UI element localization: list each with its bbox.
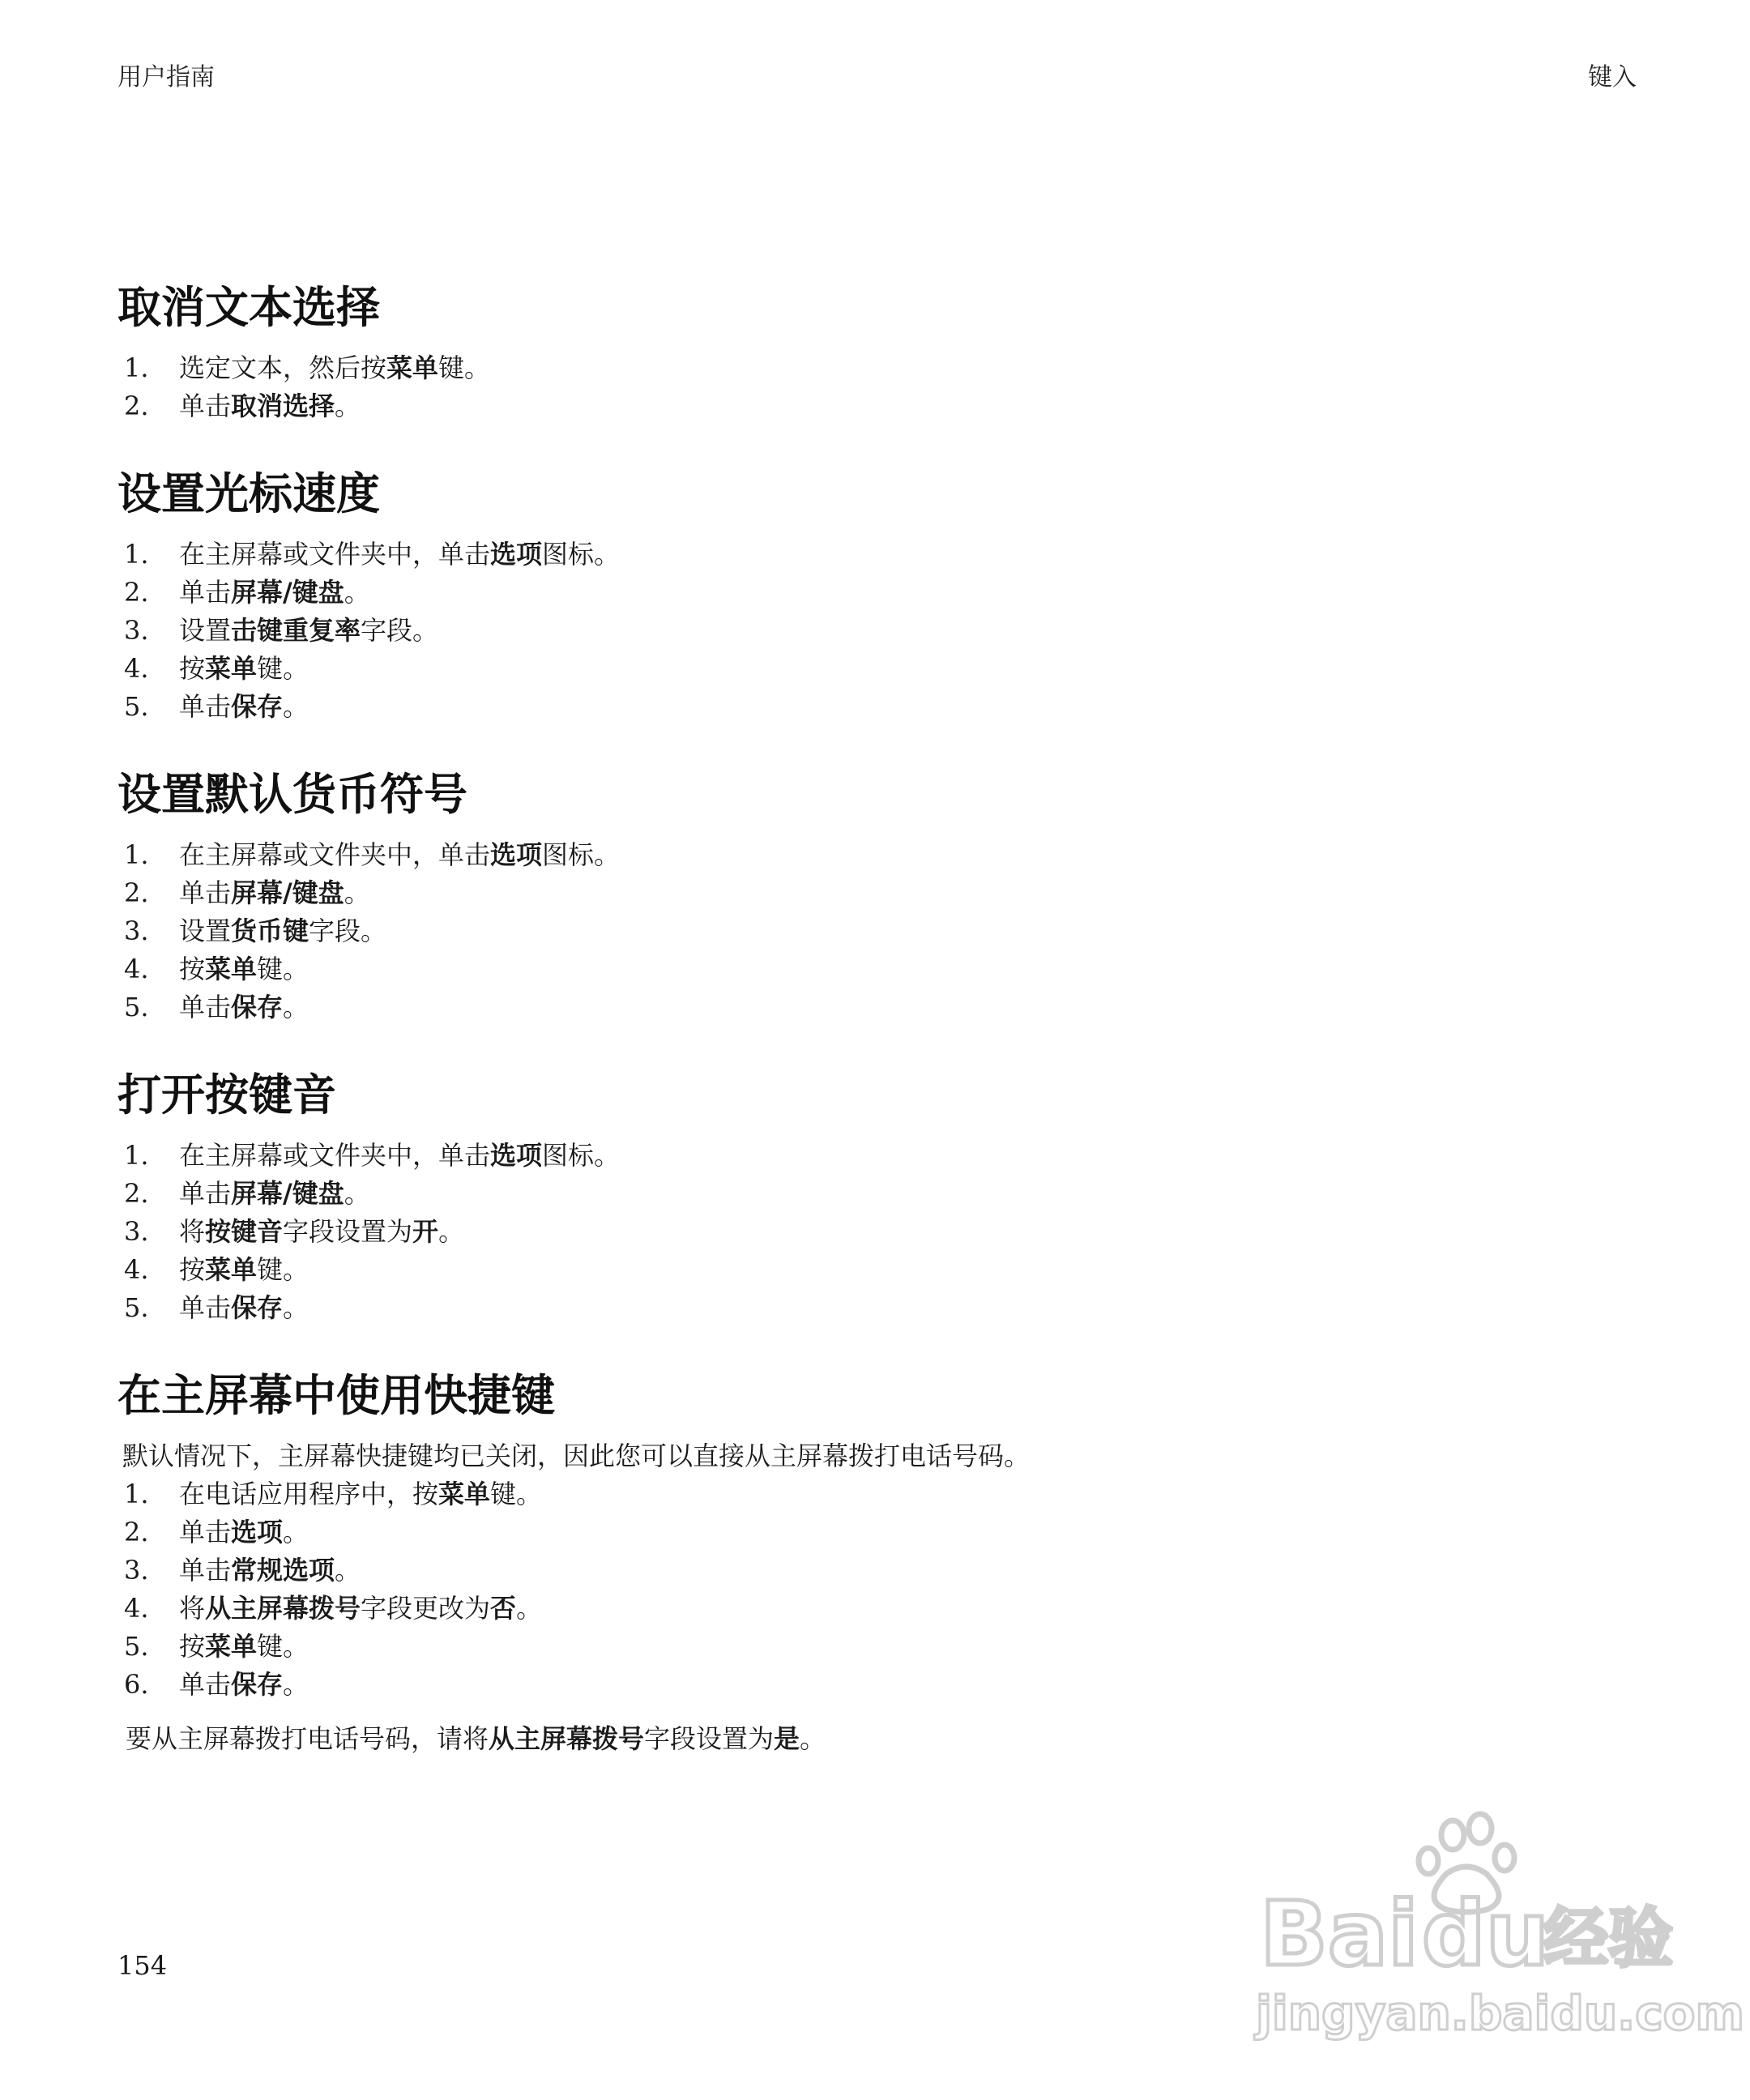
step-item — [117, 574, 1633, 612]
step-item — [117, 1513, 1633, 1552]
step-text — [179, 349, 490, 387]
step-text — [179, 988, 309, 1027]
text-run: 设置 — [179, 916, 232, 946]
text-run: 按 — [179, 653, 206, 684]
ui-term: 否 — [490, 1593, 517, 1624]
text-run: 。 — [438, 1216, 465, 1247]
step-text — [179, 1475, 542, 1513]
text-run: 键。 — [438, 352, 491, 383]
text-run: 设置 — [179, 615, 232, 646]
text-run: 。 — [516, 1593, 543, 1624]
step-number: 1. — [124, 352, 149, 383]
ui-term: 击键重复率 — [231, 615, 361, 646]
svg-text:Bai: Bai — [1260, 1882, 1419, 1986]
step-number: 1. — [124, 1140, 149, 1171]
text-run: 单击 — [179, 1555, 232, 1586]
text-run: 将 — [179, 1216, 206, 1247]
section — [117, 766, 1633, 1027]
step-item — [117, 836, 1633, 874]
step-item — [117, 874, 1633, 912]
text-run: 。 — [800, 1723, 826, 1754]
section-title: 取消文本选择 — [117, 282, 380, 333]
ui-term: 选项 — [490, 839, 543, 870]
step-number: 4. — [124, 1254, 149, 1285]
step-number: 3. — [124, 916, 149, 946]
step-number: 1. — [124, 539, 149, 570]
step-number: 1. — [124, 1479, 149, 1509]
ui-term: 货币键 — [231, 916, 309, 946]
step-list — [117, 536, 1633, 726]
step-number: 2. — [124, 1178, 149, 1209]
ui-term: 从主屏幕拨号 — [489, 1723, 645, 1754]
text-run: 单击 — [179, 992, 232, 1022]
step-number: 2. — [124, 877, 149, 908]
ui-term: 保存 — [231, 1292, 284, 1323]
ui-term: 选项 — [231, 1517, 284, 1547]
step-item — [117, 912, 1633, 950]
text-run: 单击 — [179, 1669, 232, 1700]
text-run: 在主屏幕或文件夹中，单击 — [179, 1140, 491, 1171]
step-number: 3. — [124, 615, 149, 646]
ui-term: 屏幕/键盘 — [231, 1178, 344, 1209]
step-number: 4. — [124, 653, 149, 684]
step-item — [117, 349, 1633, 387]
step-number: 6. — [124, 1669, 149, 1700]
text-run: 字段设置为 — [283, 1216, 413, 1247]
step-item — [117, 688, 1633, 726]
section-title: 设置默认货币符号 — [117, 769, 467, 820]
baidu-jingyan-watermark-logo — [1244, 1811, 1744, 2046]
step-text — [179, 950, 309, 988]
text-run: 。 — [344, 877, 370, 908]
step-number: 5. — [124, 1631, 149, 1662]
text-run: 。 — [283, 1669, 309, 1700]
step-text — [179, 874, 370, 912]
text-run: 。 — [335, 1555, 361, 1586]
ui-term: 常规选项 — [231, 1555, 335, 1586]
running-header-title: 用户指南 — [117, 63, 215, 92]
text-run: 按 — [179, 1254, 206, 1285]
svg-text:jingyan.baidu.com: jingyan.baidu.com — [1256, 1986, 1744, 2041]
text-run: 在主屏幕或文件夹中，单击 — [179, 539, 491, 570]
step-item — [117, 1289, 1633, 1327]
step-text — [179, 1137, 620, 1175]
step-list — [117, 1137, 1633, 1327]
text-run: 字段更改为 — [361, 1593, 491, 1624]
step-item — [117, 1628, 1633, 1666]
step-number: 3. — [124, 1555, 149, 1586]
section — [117, 1067, 1633, 1327]
ui-term: 屏幕/键盘 — [231, 577, 344, 608]
running-header-section: 键入 — [1588, 63, 1637, 92]
step-list — [117, 1475, 1633, 1704]
step-number: 3. — [124, 1216, 149, 1247]
step-item — [117, 612, 1633, 650]
ui-term: 按键音 — [205, 1216, 284, 1247]
text-run: 字段设置为 — [644, 1723, 775, 1754]
section-title: 设置光标速度 — [117, 468, 380, 519]
ui-term: 是 — [774, 1723, 800, 1754]
text-run: 。 — [283, 992, 309, 1022]
ui-term: 屏幕/键盘 — [231, 877, 344, 908]
step-number: 1. — [124, 839, 149, 870]
step-text — [179, 1251, 309, 1289]
ui-term: 取消选择 — [231, 391, 335, 421]
step-item — [117, 1552, 1633, 1590]
step-number: 5. — [124, 1292, 149, 1323]
section — [117, 1368, 1633, 1758]
step-number: 5. — [124, 992, 149, 1022]
text-run: 。 — [344, 577, 370, 608]
ui-term: 保存 — [231, 992, 284, 1022]
step-text — [179, 1213, 464, 1251]
ui-term: 菜单 — [205, 1631, 258, 1662]
step-text — [179, 912, 386, 950]
step-text — [179, 688, 309, 726]
step-list — [117, 349, 1633, 425]
text-run: 键。 — [257, 1254, 309, 1285]
step-text — [179, 1666, 309, 1704]
step-text — [179, 574, 370, 612]
text-run: 。 — [344, 1178, 370, 1209]
text-run: 字段。 — [361, 615, 439, 646]
page-content — [117, 280, 1633, 1758]
text-run: 按 — [179, 954, 206, 984]
section — [117, 466, 1633, 726]
svg-text:du: du — [1422, 1882, 1550, 1986]
step-text — [179, 1175, 370, 1213]
ui-term: 菜单 — [205, 954, 258, 984]
svg-text:经验: 经验 — [1543, 1901, 1673, 1976]
ui-term: 保存 — [231, 691, 284, 722]
text-run: 。 — [283, 1517, 309, 1547]
text-run: 键。 — [257, 653, 309, 684]
text-run: 。 — [283, 691, 309, 722]
ui-term: 从主屏幕拨号 — [205, 1593, 361, 1624]
text-run: 键。 — [257, 1631, 309, 1662]
step-list — [117, 836, 1633, 1027]
ui-term: 选项 — [490, 1140, 543, 1171]
step-item — [117, 1137, 1633, 1175]
step-item — [117, 1213, 1633, 1251]
step-text — [179, 836, 620, 874]
step-text — [179, 612, 438, 650]
ui-term: 保存 — [231, 1669, 284, 1700]
step-text — [179, 1552, 361, 1590]
text-run: 单击 — [179, 577, 232, 608]
step-number: 5. — [124, 691, 149, 722]
text-run: 要从主屏幕拨打电话号码，请将 — [126, 1723, 489, 1754]
text-run: 图标。 — [542, 839, 621, 870]
ui-term: 菜单 — [205, 1254, 258, 1285]
ui-term: 开 — [412, 1216, 439, 1247]
step-text — [179, 1289, 309, 1327]
section-title: 在主屏幕中使用快捷键 — [117, 1370, 555, 1421]
text-run: 单击 — [179, 877, 232, 908]
text-run: 键。 — [490, 1479, 543, 1509]
page-number: 154 — [117, 1950, 168, 1981]
step-number: 2. — [124, 1517, 149, 1547]
text-run: 单击 — [179, 1292, 232, 1323]
step-text — [179, 1513, 309, 1552]
step-item — [117, 650, 1633, 688]
step-item — [117, 988, 1633, 1027]
section-title: 打开按键音 — [117, 1069, 336, 1120]
step-text — [179, 387, 361, 425]
step-number: 2. — [124, 577, 149, 608]
text-run: 单击 — [179, 1517, 232, 1547]
text-run: 字段。 — [309, 916, 387, 946]
text-run: 在电话应用程序中，按 — [179, 1479, 439, 1509]
text-run: 将 — [179, 1593, 206, 1624]
text-run: 单击 — [179, 391, 232, 421]
step-item — [117, 1475, 1633, 1513]
text-run: 单击 — [179, 1178, 232, 1209]
step-item — [117, 950, 1633, 988]
text-run: 选定文本，然后按 — [179, 352, 387, 383]
step-text — [179, 1628, 309, 1666]
step-text — [179, 536, 620, 574]
step-item — [117, 536, 1633, 574]
ui-term: 菜单 — [386, 352, 439, 383]
intro-paragraph: 默认情况下，主屏幕快捷键均已关闭，因此您可以直接从主屏幕拨打电话号码。 — [122, 1441, 1031, 1471]
step-item — [117, 1251, 1633, 1289]
text-run: 图标。 — [542, 539, 621, 570]
step-item — [117, 1590, 1633, 1628]
step-text — [179, 1590, 542, 1628]
note-paragraph — [126, 1720, 1633, 1758]
step-number: 4. — [124, 1593, 149, 1624]
text-run: 单击 — [179, 691, 232, 722]
step-number: 4. — [124, 954, 149, 984]
ui-term: 选项 — [490, 539, 543, 570]
text-run: 。 — [283, 1292, 309, 1323]
text-run: 在主屏幕或文件夹中，单击 — [179, 839, 491, 870]
step-item — [117, 1175, 1633, 1213]
step-number: 2. — [124, 391, 149, 421]
text-run: 。 — [335, 391, 361, 421]
step-text — [179, 650, 309, 688]
ui-term: 菜单 — [205, 653, 258, 684]
step-item — [117, 387, 1633, 425]
text-run: 按 — [179, 1631, 206, 1662]
section — [117, 280, 1633, 425]
text-run: 图标。 — [542, 1140, 621, 1171]
ui-term: 菜单 — [438, 1479, 491, 1509]
step-item — [117, 1666, 1633, 1704]
text-run: 键。 — [257, 954, 309, 984]
